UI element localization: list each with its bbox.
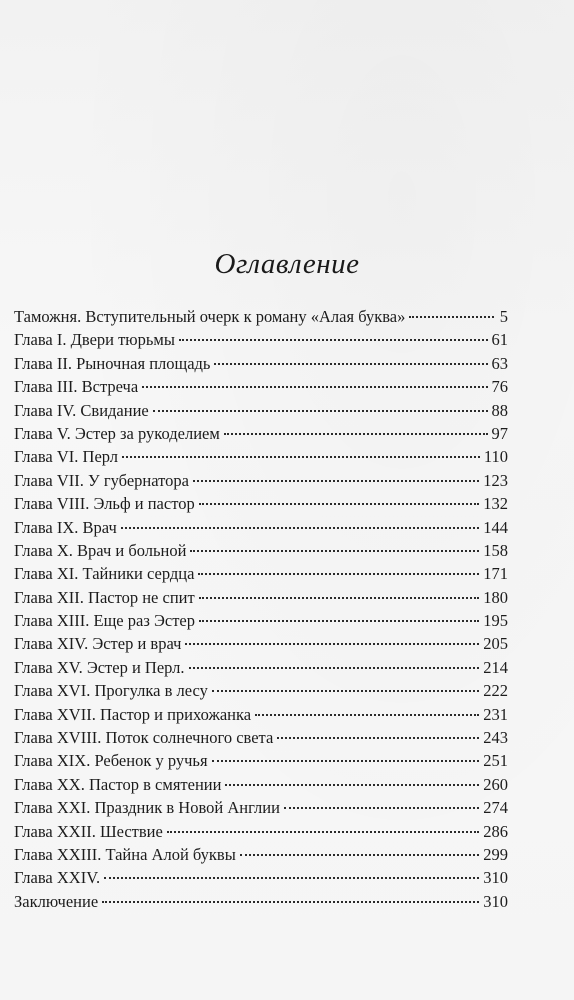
dot-leader bbox=[190, 550, 479, 552]
toc-entry-title: Таможня. Вступительный очерк к роману «Алая буква» bbox=[14, 307, 406, 326]
toc-entry-title: Глава III. Встреча bbox=[14, 377, 139, 397]
dot-leader bbox=[121, 527, 479, 529]
toc-entry-title: Глава VIII. Эльф и пастор bbox=[14, 494, 195, 514]
dot-leader bbox=[153, 410, 488, 412]
toc-entry bbox=[14, 471, 508, 494]
toc-entry-title: Глава XXIV. bbox=[14, 868, 101, 888]
toc-entry bbox=[14, 868, 508, 891]
toc-entry-title: Глава XX. Пастор в смятении bbox=[14, 774, 222, 794]
dot-leader bbox=[255, 714, 479, 716]
toc-entry-page-number: 231 bbox=[483, 704, 508, 724]
toc-entry-title: Глава XXI. Праздник в Новой Англии bbox=[14, 798, 280, 818]
toc-entry-title: Глава XIV. Эстер и врач bbox=[14, 634, 182, 654]
toc-entry-page-number: 5 bbox=[499, 307, 508, 326]
toc-entry bbox=[14, 892, 508, 915]
toc-entry bbox=[14, 775, 508, 798]
toc-entry bbox=[14, 611, 508, 634]
toc-entry bbox=[14, 634, 508, 657]
toc-entry bbox=[14, 518, 508, 541]
toc-entry-title: Глава XIX. Ребенок у ручья bbox=[14, 751, 208, 771]
toc-entry-page-number: 144 bbox=[483, 517, 508, 537]
toc-entry-title: Глава I. Двери тюрьмы bbox=[14, 330, 175, 350]
toc-entry-page-number: 61 bbox=[491, 330, 508, 350]
toc-entry-page-number: 310 bbox=[483, 868, 508, 888]
toc-entry bbox=[14, 330, 508, 353]
toc-entry-title: Глава V. Эстер за рукоделием bbox=[14, 423, 220, 443]
toc-entry bbox=[14, 845, 508, 868]
toc-entry-page-number: 123 bbox=[483, 470, 508, 490]
toc-entry bbox=[14, 588, 508, 611]
dot-leader bbox=[122, 456, 480, 458]
toc-entry-page-number: 171 bbox=[483, 564, 508, 584]
dot-leader bbox=[199, 620, 479, 622]
toc-entry-page-number: 195 bbox=[483, 611, 508, 631]
toc-entry-title: Глава VI. Перл bbox=[14, 447, 119, 467]
toc-entry bbox=[14, 798, 508, 821]
toc-heading: Оглавление bbox=[214, 248, 360, 280]
toc-entry-title: Глава II. Рыночная площадь bbox=[14, 353, 211, 373]
toc-entry bbox=[14, 705, 508, 728]
toc-entry bbox=[14, 494, 508, 517]
dot-leader bbox=[185, 643, 479, 645]
toc-entry bbox=[14, 541, 508, 564]
dot-leader bbox=[277, 737, 479, 739]
toc-entry bbox=[14, 822, 508, 845]
toc-entry-title: Глава IX. Врач bbox=[14, 517, 117, 537]
toc-entry bbox=[14, 564, 508, 587]
toc-entry-page-number: 310 bbox=[483, 891, 508, 911]
toc-entry-title: Глава XXII. Шествие bbox=[14, 821, 163, 841]
toc-entry-title: Глава XVI. Прогулка в лесу bbox=[14, 681, 208, 701]
toc-entry-page-number: 214 bbox=[483, 657, 508, 677]
toc-entry bbox=[14, 424, 508, 447]
toc-entry bbox=[14, 447, 508, 470]
toc-entry bbox=[14, 354, 508, 377]
dot-leader bbox=[225, 784, 479, 786]
toc-entry-page-number: 110 bbox=[483, 447, 508, 467]
toc-entry-page-number: 286 bbox=[483, 821, 508, 841]
dot-leader bbox=[214, 363, 487, 365]
toc-entry bbox=[14, 751, 508, 774]
dot-leader bbox=[284, 807, 479, 809]
toc-entry-title: Глава XV. Эстер и Перл. bbox=[14, 657, 185, 677]
toc-entry-page-number: 260 bbox=[483, 774, 508, 794]
toc-entry-page-number: 132 bbox=[483, 494, 508, 514]
toc-entry-page-number: 158 bbox=[483, 540, 508, 560]
dot-leader bbox=[212, 690, 479, 692]
toc-entry bbox=[14, 377, 508, 400]
toc-entry bbox=[14, 401, 508, 424]
toc-entry-page-number: 299 bbox=[483, 844, 508, 864]
dot-leader bbox=[199, 597, 480, 599]
toc-entry-title: Глава XI. Тайники сердца bbox=[14, 564, 195, 584]
dot-leader bbox=[189, 667, 480, 669]
toc-entry-page-number: 180 bbox=[483, 587, 508, 607]
dot-leader bbox=[199, 503, 480, 505]
dot-leader bbox=[179, 339, 488, 341]
toc-entry-title: Глава XVIII. Поток солнечного света bbox=[14, 728, 274, 748]
toc-entry bbox=[14, 307, 508, 330]
toc-entry-page-number: 222 bbox=[483, 681, 508, 701]
dot-leader bbox=[240, 854, 479, 856]
toc-entry bbox=[14, 728, 508, 751]
toc-entry-title: Глава IV. Свидание bbox=[14, 400, 149, 420]
toc-entry-title: Глава XIII. Еще раз Эстер bbox=[14, 611, 195, 631]
dot-leader bbox=[142, 386, 487, 388]
toc-entry-page-number: 76 bbox=[491, 377, 508, 397]
toc-entry-title: Глава VII. У губернатора bbox=[14, 470, 189, 490]
toc-entry-page-number: 97 bbox=[491, 423, 508, 443]
dot-leader bbox=[193, 480, 479, 482]
dot-leader bbox=[212, 760, 480, 762]
toc-entry-title: Глава XVII. Пастор и прихожанка bbox=[14, 704, 252, 724]
toc-entry-page-number: 63 bbox=[491, 353, 508, 373]
dot-leader bbox=[167, 831, 479, 833]
toc-entry-page-number: 274 bbox=[483, 798, 508, 818]
toc-entry bbox=[14, 681, 508, 704]
toc-entry bbox=[14, 658, 508, 681]
toc-entry-page-number: 251 bbox=[483, 751, 508, 771]
dot-leader bbox=[224, 433, 488, 435]
toc-entry-title: Заключение bbox=[14, 891, 99, 911]
toc-entry-page-number: 205 bbox=[483, 634, 508, 654]
toc-entry-title: Глава X. Врач и больной bbox=[14, 540, 187, 560]
toc-entry-page-number: 88 bbox=[491, 400, 508, 420]
toc-entry-page-number: 243 bbox=[483, 728, 508, 748]
dot-leader bbox=[198, 573, 479, 575]
dot-leader bbox=[102, 901, 479, 903]
toc-list bbox=[14, 307, 508, 915]
toc-entry-title: Глава XXIII. Тайна Алой буквы bbox=[14, 844, 236, 864]
dot-leader bbox=[409, 316, 494, 318]
dot-leader bbox=[104, 877, 479, 879]
toc-entry-title: Глава XII. Пастор не спит bbox=[14, 587, 195, 607]
